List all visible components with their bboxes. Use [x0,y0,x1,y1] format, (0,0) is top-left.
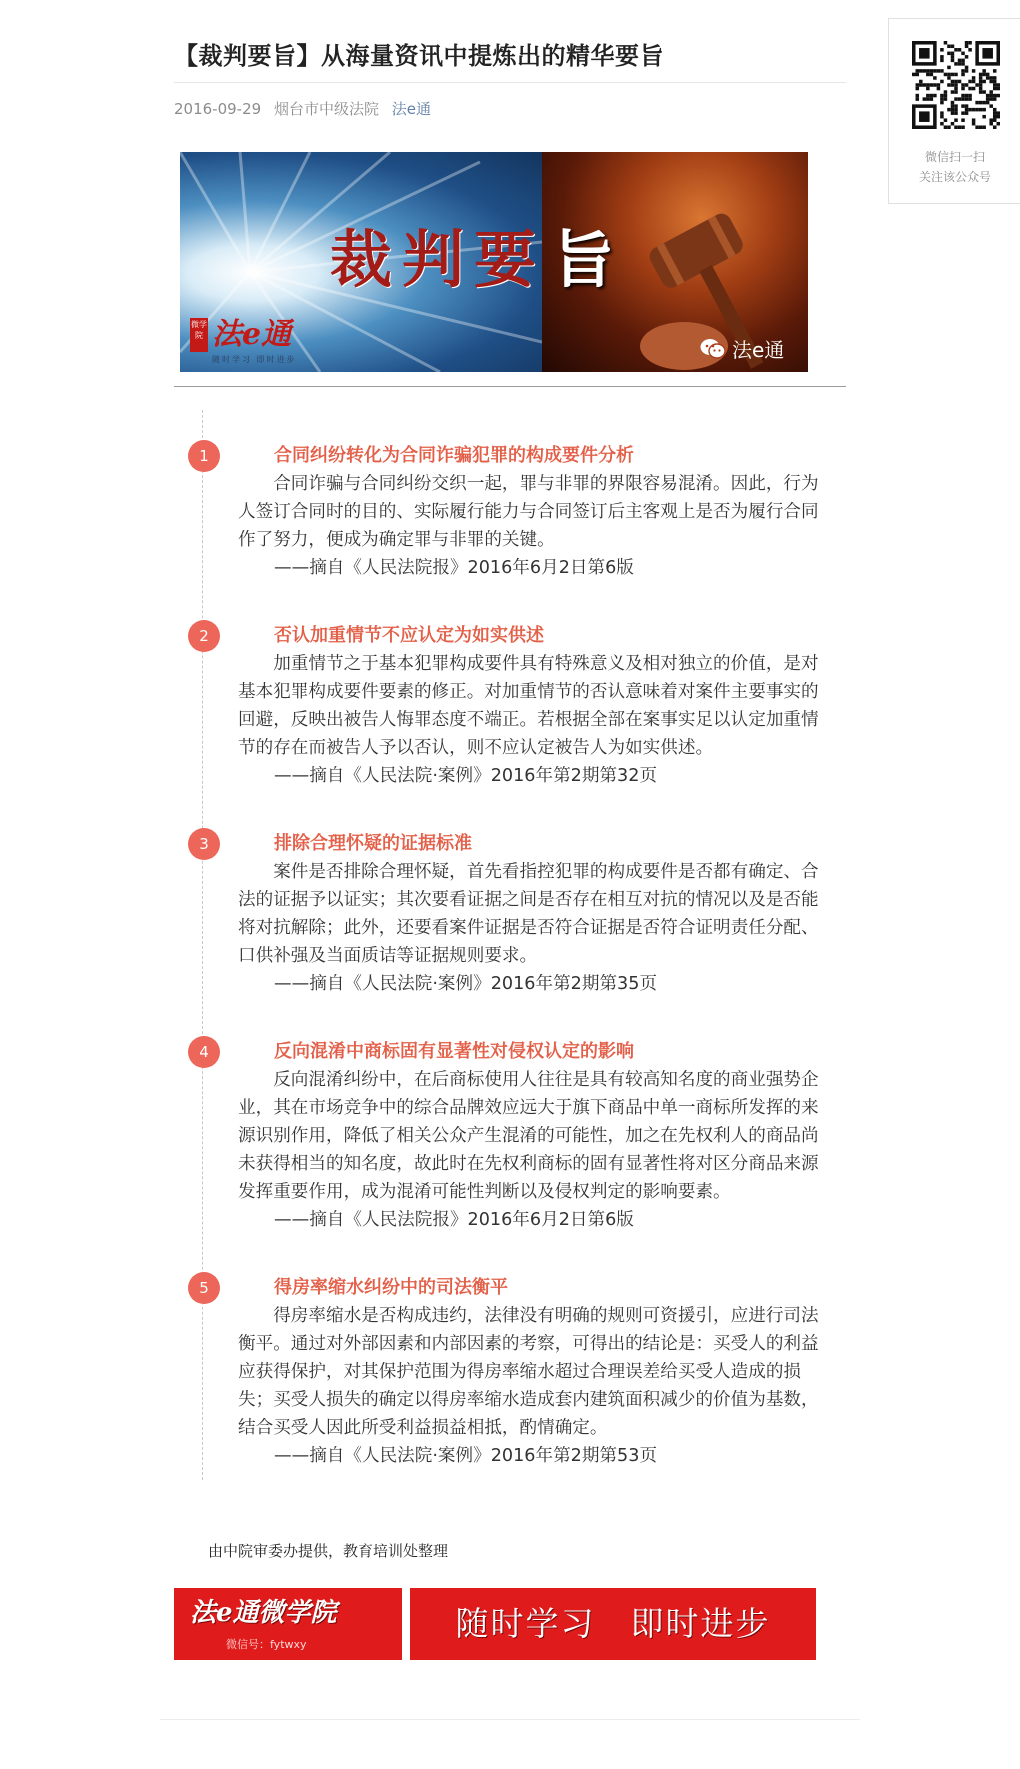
provider-note: 由中院审委办提供，教育培训处整理 [208,1542,449,1560]
item-title: 合同纠纷转化为合同诈骗犯罪的构成要件分析 [274,445,634,466]
item-body: 案件是否排除合理怀疑，首先看指控犯罪的构成要件是否都有确定、合法的证据予以证实；其次要看证据之间是否存在相互对抗的情况以及是否能将对抗解除；此外，还要看案件证据是否符合证据是否符合证明责任分配、口供补强及当面质诘等证据规则要求。 [238,862,819,966]
item-body: 得房率缩水是否构成违约，法律没有明确的规则可资援引，应进行司法衡平。通过对外部因素和内部因素的考察，可得出的结论是：买受人的利益应获得保护，对其保护范围为得房率缩水超过合理误差给买受人造成的损失；买受人损失的确定以得房率缩水造成套内建筑面积减少的价值为基数，结合买受人因此所受利益损益相抵，酌情确定。 [238,1306,819,1438]
wechat-watermark [700,334,784,363]
item-source: ——摘自《人民法院报》2016年6月2日第6版 [274,558,634,578]
banner-brand-logo [190,317,297,364]
article-title: 【裁判要旨】从海量资讯中提炼出的精华要旨 [174,42,664,70]
qr-caption-line1: 微信扫一扫 [924,150,985,164]
brand-seal: 微学院 [190,318,208,352]
item-body: 合同诈骗与合同纠纷交织一起，罪与非罪的界限容易混淆。因此，行为人签订合同时的目的、实际履行能力与合同签订后主客观上是否为履行合同作了努力，便成为确定罪与非罪的关键。 [238,474,819,550]
item-title: 否认加重情节不应认定为如实供述 [274,625,544,646]
wechat-icon [700,338,726,360]
bottom-divider [160,1719,860,1720]
qr-caption-line2: 关注该公众号 [918,170,991,184]
item-source: ——摘自《人民法院·案例》2016年第2期第53页 [274,1446,658,1466]
item-number-badge: 2 [188,620,220,652]
qr-follow-panel [888,18,1020,204]
footer-logo-text: 法e通微学院 [190,1598,337,1628]
header-banner-image [180,152,808,372]
item-number-badge: 1 [188,440,220,472]
item-number-badge: 3 [188,828,220,860]
banner-headline-red: 裁判要 [330,223,547,296]
footer-promo-banner [174,1588,816,1660]
account-link[interactable]: 法e通 [391,100,431,118]
item-title: 反向混淆中商标固有显著性对侵权认定的影响 [274,1041,634,1062]
qr-code-icon[interactable] [912,41,1000,129]
item-number-badge: 4 [188,1036,220,1068]
item-title: 得房率缩水纠纷中的司法衡平 [274,1277,508,1298]
item-source: ——摘自《人民法院·案例》2016年第2期第35页 [274,974,658,994]
brand-subtitle: 随时学习 即时进步 [212,355,297,364]
author-name: 烟台市中级法院 [273,100,379,118]
footer-slogan: 随时学习 即时进步 [410,1588,816,1660]
footer-logo-panel [174,1588,402,1660]
title-divider [174,82,846,83]
section-divider [174,386,846,387]
item-body: 反向混淆纠纷中，在后商标使用人往往是具有较高知名度的商业强势企业，其在市场竞争中的综合品牌效应远大于旗下商品中单一商标所发挥的来源识别作用，降低了相关公众产生混淆的可能性，加之在先权利人的商品尚未获得相当的知名度，故此时在先权利商标的固有显著性将对区分商品来源发挥重要作用，成为混淆可能性判断以及侵权判定的影响要素。 [238,1070,819,1202]
item-body: 加重情节之于基本犯罪构成要件具有特殊意义及相对独立的价值，是对基本犯罪构成要件要素的修正。对加重情节的否认意味着对案件主要事实的回避，反映出被告人悔罪态度不端正。若根据全部在案事实足以认定加重情节的存在而被告人予以否认，则不应认定被告人为如实供述。 [238,654,819,758]
footer-wechat-id: 微信号：fytwxy [226,1638,307,1651]
timeline-line [202,410,203,1480]
banner-headline-white: 旨 [552,223,615,296]
article-meta [174,98,439,120]
brand-name: 法e通 [212,317,292,352]
item-number-badge: 5 [188,1272,220,1304]
wechat-watermark-label: 法e通 [732,338,785,362]
item-source: ——摘自《人民法院报》2016年6月2日第6版 [274,1210,634,1230]
item-source: ——摘自《人民法院·案例》2016年第2期第32页 [274,766,658,786]
publish-date: 2016-09-29 [174,100,262,118]
item-title: 排除合理怀疑的证据标准 [274,833,472,854]
